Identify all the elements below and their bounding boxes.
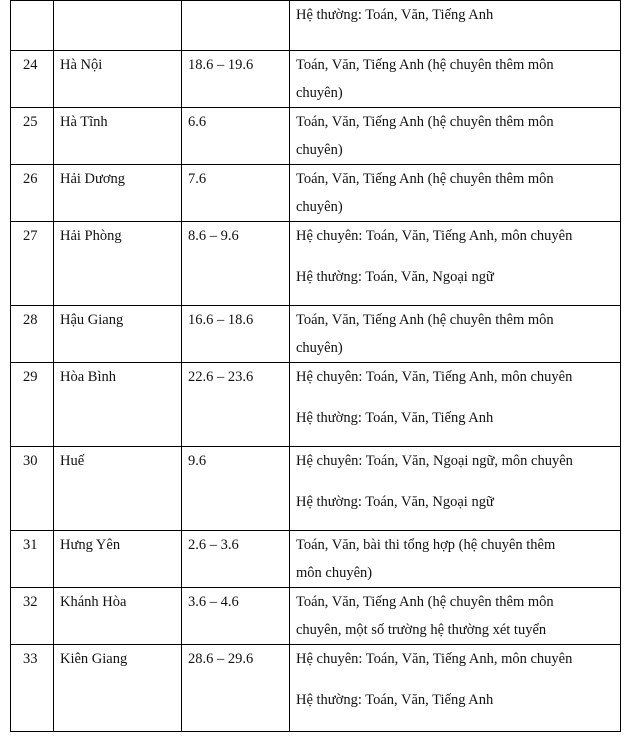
exam-subjects-cell bbox=[290, 108, 621, 165]
subjects-line: Toán, Văn, Tiếng Anh (hệ chuyên thêm môn bbox=[296, 171, 554, 187]
province-cell: Kiên Giang bbox=[54, 645, 182, 732]
exam-date-cell: 3.6 – 4.6 bbox=[182, 588, 290, 645]
exam-subjects-cell bbox=[290, 165, 621, 222]
exam-subjects-cell bbox=[290, 1, 621, 51]
exam-subjects-cell bbox=[290, 51, 621, 108]
subjects-line: Toán, Văn, Tiếng Anh (hệ chuyên thêm môn bbox=[296, 57, 554, 73]
subjects-line: Toán, Văn, bài thi tổng hợp (hệ chuyên thêm bbox=[296, 537, 556, 553]
province-cell: Hà Nội bbox=[54, 51, 182, 108]
row-number-cell: 29 bbox=[11, 363, 54, 447]
exam-date-cell: 6.6 bbox=[182, 108, 290, 165]
exam-date-cell: 7.6 bbox=[182, 165, 290, 222]
subjects-line: chuyên) bbox=[296, 85, 343, 101]
row-number-cell: 25 bbox=[11, 108, 54, 165]
subjects-line: Toán, Văn, Tiếng Anh (hệ chuyên thêm môn bbox=[296, 594, 554, 610]
exam-date-cell: 18.6 – 19.6 bbox=[182, 51, 290, 108]
row-number-cell: 33 bbox=[11, 645, 54, 732]
exam-subjects-cell bbox=[290, 588, 621, 645]
exam-date-cell: 9.6 bbox=[182, 447, 290, 531]
subjects-line: Hệ chuyên: Toán, Văn, Tiếng Anh, môn chuyên bbox=[296, 651, 573, 667]
table-row bbox=[11, 306, 621, 363]
province-cell: Hải Dương bbox=[54, 165, 182, 222]
subjects-line: Hệ thường: Toán, Văn, Tiếng Anh bbox=[296, 7, 494, 23]
province-cell: Hải Phòng bbox=[54, 222, 182, 306]
row-number-cell: 30 bbox=[11, 447, 54, 531]
table-row bbox=[11, 165, 621, 222]
table-row bbox=[11, 222, 621, 306]
subjects-line: Toán, Văn, Tiếng Anh (hệ chuyên thêm môn bbox=[296, 114, 554, 130]
subjects-line: Hệ chuyên: Toán, Văn, Ngoại ngữ, môn chuyên bbox=[296, 453, 573, 469]
exam-subjects-cell bbox=[290, 645, 621, 732]
province-cell: Hà Tĩnh bbox=[54, 108, 182, 165]
subjects-line: Hệ thường: Toán, Văn, Ngoại ngữ bbox=[296, 269, 494, 285]
row-number-cell: 26 bbox=[11, 165, 54, 222]
table-row bbox=[11, 51, 621, 108]
exam-subjects-cell bbox=[290, 447, 621, 531]
province-cell: Hưng Yên bbox=[54, 531, 182, 588]
exam-date-cell: 8.6 – 9.6 bbox=[182, 222, 290, 306]
table-row bbox=[11, 1, 621, 51]
province-cell: Huế bbox=[54, 447, 182, 531]
row-number-cell: 27 bbox=[11, 222, 54, 306]
subjects-line: chuyên) bbox=[296, 340, 343, 356]
table-body bbox=[11, 1, 621, 732]
subjects-line: Hệ chuyên: Toán, Văn, Tiếng Anh, môn chuyên bbox=[296, 228, 573, 244]
exam-date-cell: 28.6 – 29.6 bbox=[182, 645, 290, 732]
subjects-line: Hệ thường: Toán, Văn, Ngoại ngữ bbox=[296, 494, 494, 510]
province-cell bbox=[54, 1, 182, 51]
row-number-cell: 32 bbox=[11, 588, 54, 645]
table-row bbox=[11, 108, 621, 165]
exam-date-cell: 16.6 – 18.6 bbox=[182, 306, 290, 363]
exam-subjects-cell bbox=[290, 222, 621, 306]
province-cell: Khánh Hòa bbox=[54, 588, 182, 645]
exam-schedule-table bbox=[10, 0, 621, 732]
table-row bbox=[11, 588, 621, 645]
subjects-line: chuyên) bbox=[296, 142, 343, 158]
subjects-line: chuyên) bbox=[296, 199, 343, 215]
province-cell: Hậu Giang bbox=[54, 306, 182, 363]
subjects-line: Toán, Văn, Tiếng Anh (hệ chuyên thêm môn bbox=[296, 312, 554, 328]
row-number-cell: 28 bbox=[11, 306, 54, 363]
exam-subjects-cell bbox=[290, 306, 621, 363]
exam-date-cell: 2.6 – 3.6 bbox=[182, 531, 290, 588]
row-number-cell: 24 bbox=[11, 51, 54, 108]
subjects-line: Hệ thường: Toán, Văn, Tiếng Anh bbox=[296, 410, 494, 426]
row-number-cell: 31 bbox=[11, 531, 54, 588]
table-row bbox=[11, 447, 621, 531]
row-number-cell bbox=[11, 1, 54, 51]
table-row bbox=[11, 531, 621, 588]
exam-date-cell: 22.6 – 23.6 bbox=[182, 363, 290, 447]
table-row bbox=[11, 363, 621, 447]
subjects-line: Hệ chuyên: Toán, Văn, Tiếng Anh, môn chuyên bbox=[296, 369, 573, 385]
province-cell: Hòa Bình bbox=[54, 363, 182, 447]
subjects-line: môn chuyên) bbox=[296, 565, 373, 581]
exam-subjects-cell bbox=[290, 531, 621, 588]
subjects-line: chuyên, một số trường hệ thường xét tuyển bbox=[296, 622, 547, 638]
exam-subjects-cell bbox=[290, 363, 621, 447]
subjects-line: Hệ thường: Toán, Văn, Tiếng Anh bbox=[296, 692, 494, 708]
exam-date-cell bbox=[182, 1, 290, 51]
table-row bbox=[11, 645, 621, 732]
